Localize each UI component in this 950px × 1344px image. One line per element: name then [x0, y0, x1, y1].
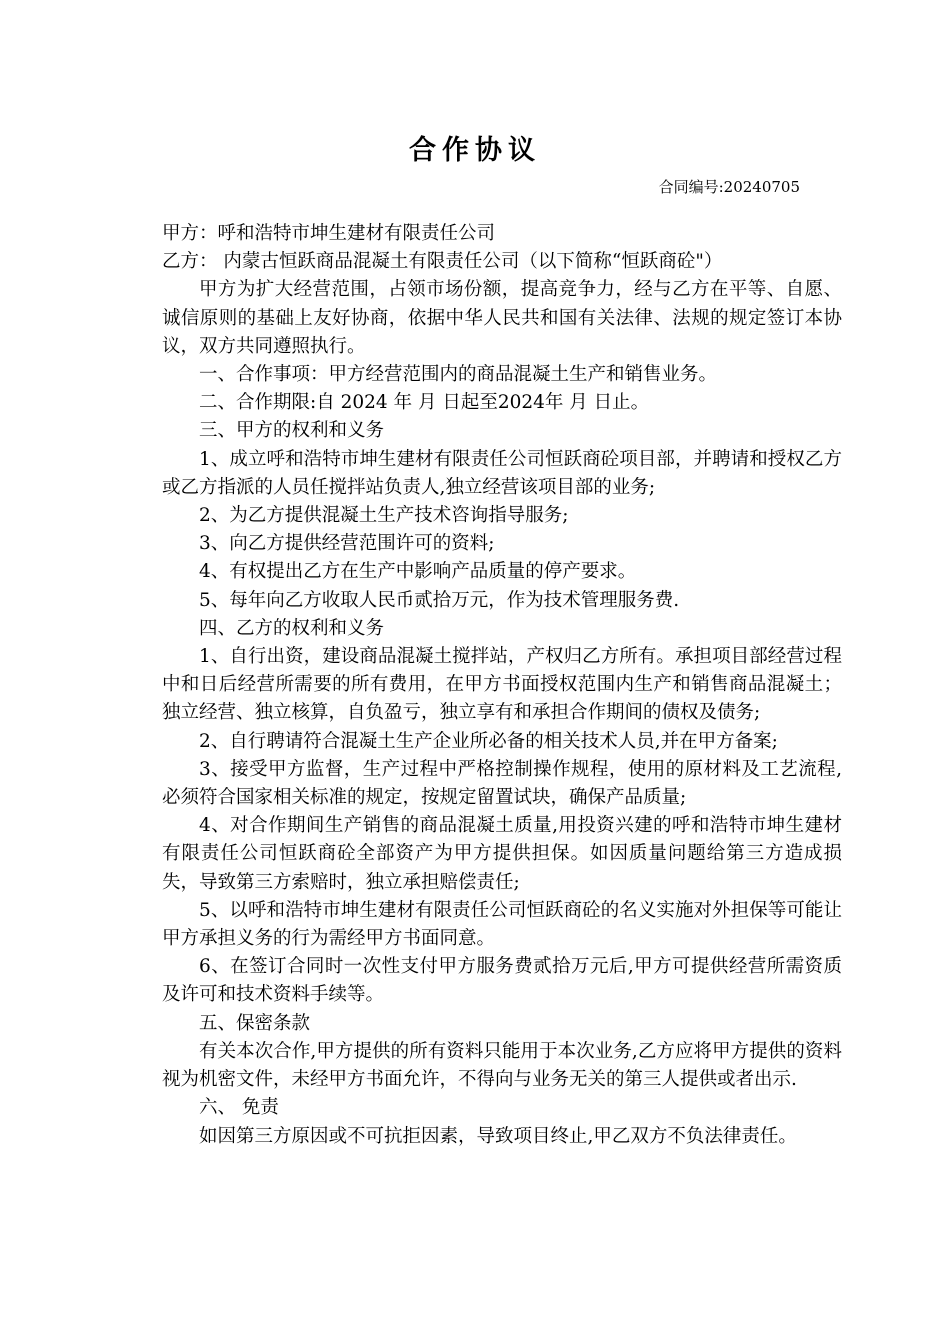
paragraph: 二、合作期限:自 2024 年 月 日起至2024年 月 日止。	[199, 392, 650, 414]
paragraph: 2、为乙方提供混凝土生产技术咨询指导服务;	[199, 505, 569, 527]
paragraph: 一、合作事项：甲方经营范围内的商品混凝土生产和销售业务。	[199, 364, 718, 386]
paragraph: 1、成立呼和浩特市坤生建材有限责任公司恒跃商砼项目部，并聘请和授权乙方或乙方指派的人员任搅拌站负责人,独立经营该项目部的业务;	[162, 448, 842, 498]
paragraph: 6、在签订合同时一次性支付甲方服务费贰拾万元后,甲方可提供经营所需资质及许可和技术资料手续等。	[162, 956, 842, 1006]
paragraph: 四、乙方的权利和义务	[199, 617, 385, 639]
paragraph: 3、接受甲方监督，生产过程中严格控制操作规程，使用的原材料及工艺流程,必须符合国家相关标准的规定，按规定留置试块，确保产品质量;	[162, 758, 842, 809]
paragraph: 5、每年向乙方收取人民币贰拾万元，作为技术管理服务费.	[199, 589, 680, 611]
paragraph: 4、有权提出乙方在生产中影响产品质量的停产要求。	[199, 561, 637, 583]
paragraph: 有关本次合作,甲方提供的所有资料只能用于本次业务,乙方应将甲方提供的资料视为机密文件，未经甲方书面允许，不得向与业务无关的第三人提供或者出示.	[162, 1040, 842, 1091]
contract-number: 合同编号:20240705	[658, 178, 800, 196]
paragraph: 五、保密条款	[199, 1012, 311, 1034]
paragraph: 乙方： 内蒙古恒跃商品混凝土有限责任公司（以下简称“恒跃商砼"）	[162, 251, 723, 273]
paragraph: 2、自行聘请符合混凝土生产企业所必备的相关技术人员,并在甲方备案;	[199, 730, 778, 752]
paragraph: 3、向乙方提供经营范围许可的资料;	[199, 533, 495, 555]
paragraph: 4、对合作期间生产销售的商品混凝土质量,用投资兴建的呼和浩特市坤生建材有限责任公司恒跃商砼全部资产为甲方提供担保。如因质量问题给第三方造成损失，导致第三方索赔时，独立承担赔偿责任;	[162, 815, 842, 893]
paragraph: 甲方：呼和浩特市坤生建材有限责任公司	[162, 223, 496, 244]
paragraph: 如因第三方原因或不可抗拒因素，导致项目终止,甲乙双方不负法律责任。	[199, 1125, 797, 1147]
paragraph: 六、 免责	[199, 1097, 279, 1119]
document-title: 合作协议	[409, 135, 541, 166]
paragraph: 1、自行出资，建设商品混凝土搅拌站，产权归乙方所有。承担项目部经营过程中和日后经营所需要的所有费用，在甲方书面授权范围内生产和销售商品混凝土；独立经营、独立核算，自负盈亏，独立享有和承担合作期间的债权及债务;	[162, 646, 842, 724]
paragraph: 甲方为扩大经营范围，占领市场份额，提高竞争力，经与乙方在平等、自愿、诚信原则的基础上友好协商，依据中华人民共和国有关法律、法规的规定签订本协议，双方共同遵照执行。	[162, 279, 842, 357]
paragraph: 5、以呼和浩特市坤生建材有限责任公司恒跃商砼的名义实施对外担保等可能让甲方承担义务的行为需经甲方书面同意。	[162, 899, 842, 950]
document-body	[162, 220, 842, 1151]
paragraph: 三、甲方的权利和义务	[199, 420, 385, 442]
